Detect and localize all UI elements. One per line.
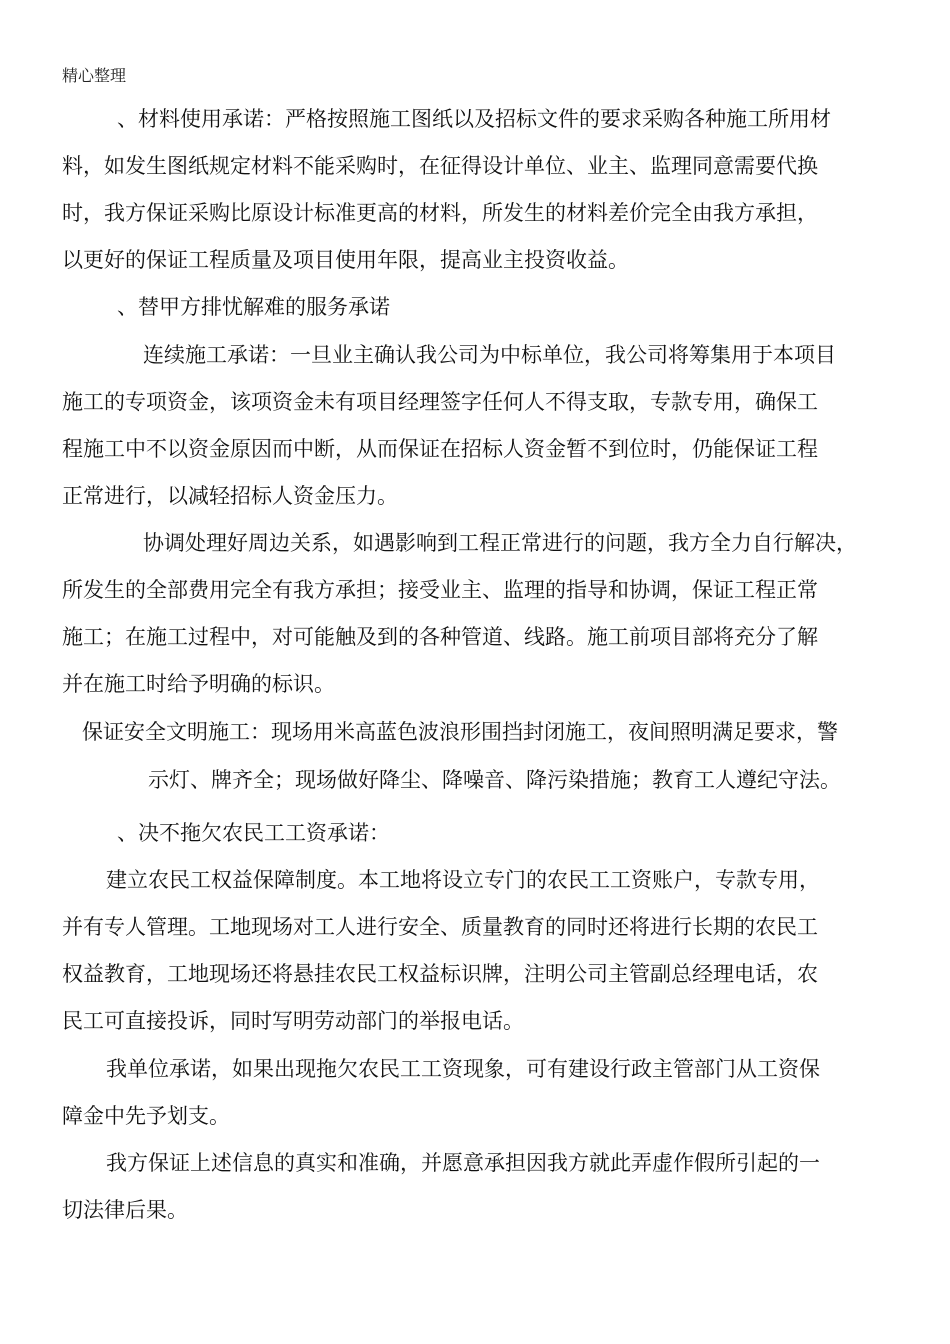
continuous-line-3: 程施工中不以资金原因而中断，从而保证在招标人资金暂不到位时，仍能保证工程: [62, 437, 818, 461]
wages-line-4: 民工可直接投诉，同时写明劳动部门的举报电话。: [62, 1009, 524, 1033]
safety-line-2: 示灯、牌齐全；现场做好降尘、降噪音、降污染措施；教育工人遵纪守法。: [148, 768, 841, 792]
wages-heading: 、决不拖欠农民工工资承诺：: [117, 821, 390, 845]
guarantee-line-2: 切法律后果。: [62, 1198, 188, 1222]
coordination-line-3: 施工；在施工过程中，对可能触及到的各种管道、线路。施工前项目部将充分了解: [62, 625, 818, 649]
wages-line-3: 权益教育，工地现场还将悬挂农民工权益标识牌，注明公司主管副总经理电话，农: [62, 962, 818, 986]
wages-line-2: 并有专人管理。工地现场对工人进行安全、质量教育的同时还将进行长期的农民工: [62, 915, 818, 939]
coordination-line-1: 协调处理好周边关系，如遇影响到工程正常进行的问题，我方全力自行解决，: [143, 531, 857, 555]
service-heading: 、替甲方排忧解难的服务承诺: [117, 295, 390, 319]
continuous-line-4: 正常进行，以减轻招标人资金压力。: [62, 484, 398, 508]
safety-line-1: 保证安全文明施工：现场用米高蓝色波浪形围挡封闭施工，夜间照明满足要求，警: [82, 720, 838, 744]
materials-line-2: 料，如发生图纸规定材料不能采购时，在征得设计单位、业主、监理同意需要代换: [62, 154, 818, 178]
continuous-line-2: 施工的专项资金，该项资金未有项目经理签字任何人不得支取，专款专用，确保工: [62, 390, 818, 414]
pledge-line-1: 我单位承诺，如果出现拖欠农民工工资现象，可有建设行政主管部门从工资保: [106, 1057, 820, 1081]
coordination-line-4: 并在施工时给予明确的标识。: [62, 672, 335, 696]
guarantee-line-1: 我方保证上述信息的真实和准确，并愿意承担因我方就此弄虚作假所引起的一: [106, 1151, 820, 1175]
wages-line-1: 建立农民工权益保障制度。本工地将设立专门的农民工工资账户，专款专用，: [106, 868, 820, 892]
materials-line-1: 、材料使用承诺：严格按照施工图纸以及招标文件的要求采购各种施工所用材: [117, 107, 831, 131]
pledge-line-2: 障金中先予划支。: [62, 1104, 230, 1128]
continuous-line-1: 连续施工承诺：一旦业主确认我公司为中标单位，我公司将筹集用于本项目: [143, 343, 836, 367]
page-header: 精心整理: [62, 66, 127, 85]
materials-line-3: 时，我方保证采购比原设计标准更高的材料，所发生的材料差价完全由我方承担，: [62, 201, 818, 225]
coordination-line-2: 所发生的全部费用完全有我方承担；接受业主、监理的指导和协调，保证工程正常: [62, 578, 818, 602]
materials-line-4: 以更好的保证工程质量及项目使用年限，提高业主投资收益。: [62, 248, 629, 272]
